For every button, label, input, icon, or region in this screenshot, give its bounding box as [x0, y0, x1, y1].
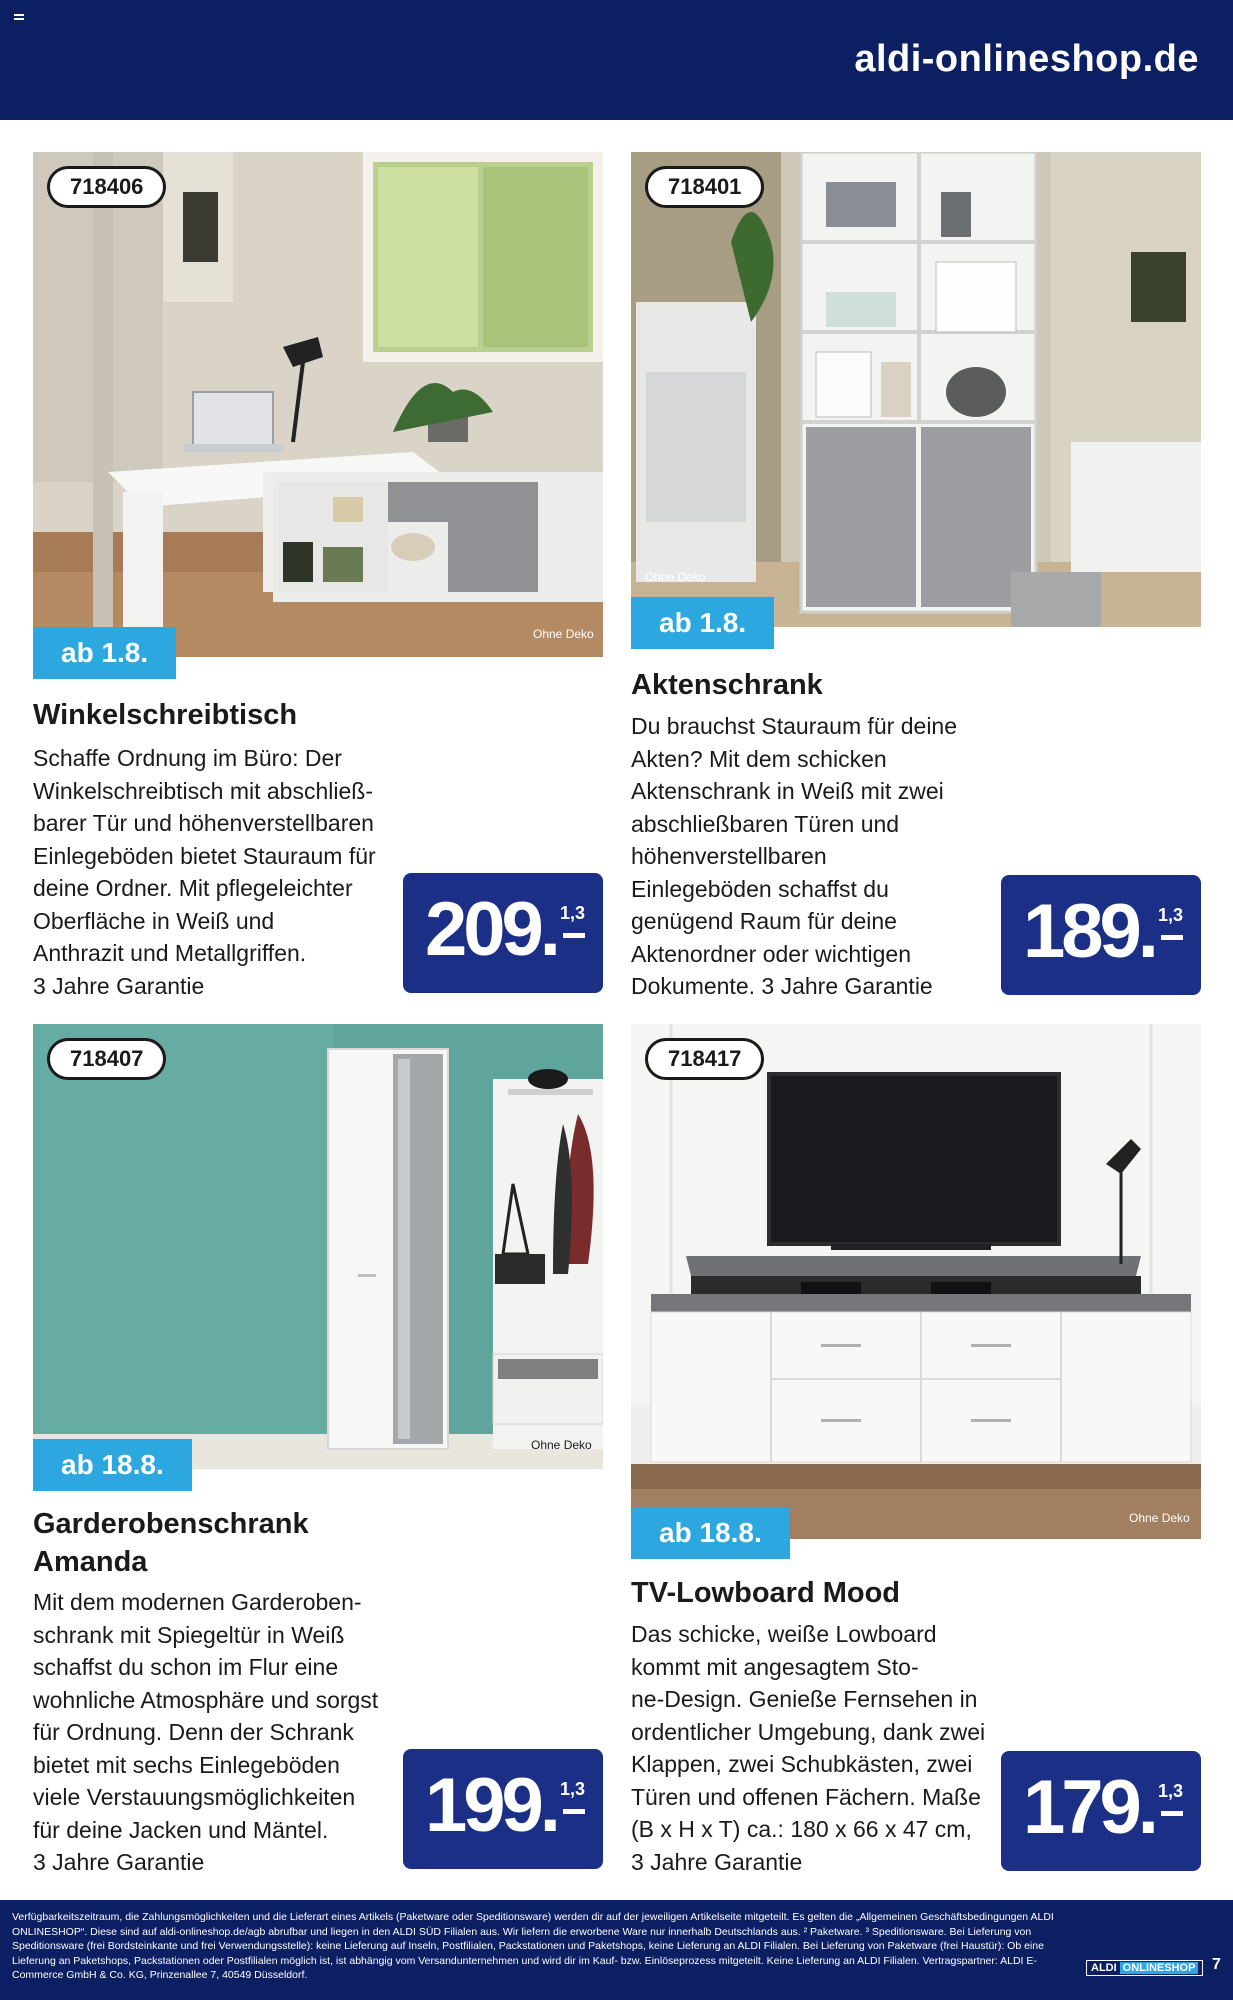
price-tag [403, 1749, 603, 1869]
availability-date: ab 18.8. [631, 1507, 790, 1559]
price-value: 199. [425, 1763, 557, 1848]
price-footnote: 1,3 [559, 1779, 585, 1799]
footer-bar [0, 1900, 1233, 2000]
product-description: Das schicke, weiße Lowboard kommt mit angesagtem Sto- ne-Design. Genieße Fernsehen in ordentlicher Umgebung, dank zwei Klappen, zwei Schubkästen, zwei Türen und offenen Fächern. Maße (B x H x T) ca.: 180 x 66 x 47 cm, 3 Jahre Garantie [631, 1621, 986, 1875]
header-bar [0, 0, 1233, 120]
price-footnote: 1,3 [559, 903, 585, 923]
product-description: Du brauchst Stauraum für deine Akten? Mit dem schicken Aktenschrank in Weiß mit zwei abschließbaren Türen und höhenverstellbaren Einlegeböden schaffst du genügend Raum für deine Aktenordner oder wichtigen Dokumente. 3 Jahre Garantie [631, 713, 958, 999]
legal-text: Verfügbarkeitszeitraum, die Zahlungsmöglichkeiten und die Lieferart eines Artikels (Paketware oder Speditionsware) werden dir auf der jeweiligen Artikelseite mitgeteilt. Es gelten die „Allgemeinen Geschäftsbedingungen ALDI ONLINESHOP“. Diese sind auf aldi-onlineshop.de/agb abrufbar und liegen in den ALDI SÜD Filialen aus. Wir liefern die erworbene Ware nur innerhalb Deutschlands aus. ² Paketware. ³ Speditionsware. Bei Lieferung von Speditionsware (frei Bordsteinkante und frei Verwendungsstelle): keine Lieferung auf Inseln, Postfilialen, Packstationen und Paketshops, keine Lieferung an ALDI Filialen. Bei Lieferung von Paketware (frei Haustür): Ob eine Lieferung an Paketshops, Packstationen oder Postfilialen möglich ist, ist abhängig vom Versandunternehmen und wird dir im Kauf- bzw. Einlöseprozess mitgeteilt. Keine Lieferung an ALDI Filialen. Vertragspartner: ALDI E-Commerce GmbH & Co. KG, Prinzenallee 7, 40549 Düsseldorf. [12, 1911, 1054, 1981]
price-tag [403, 873, 603, 993]
product-image [33, 152, 603, 657]
product-image [631, 152, 1201, 627]
ohne-deko-note: Ohne Deko [1129, 1511, 1190, 1525]
price-tag [1001, 875, 1201, 995]
ohne-deko-note: Ohne Deko [533, 627, 594, 641]
availability-date: ab 1.8. [33, 627, 176, 679]
product-title: TV-Lowboard Mood [631, 1577, 901, 1609]
aldi-onlineshop-logo: ALDI ONLINESHOP [1086, 1960, 1203, 1976]
product-title: Aktenschrank [631, 669, 823, 701]
price-value: 179. [1023, 1765, 1155, 1850]
page-number: 7 [1212, 1956, 1221, 1973]
product-description: Mit dem modernen Garderoben- schrank mit Spiegeltür in Weiß schaffst du schon im Flur eine wohnliche Atmosphäre und sorgst für Ordnung. Denn der Schrank bietet mit sechs Einlegeböden viele Verstauungsmöglichkeiten für deine Jacken und Mäntel. 3 Jahre Garantie [33, 1589, 379, 1875]
price-value: 189. [1023, 889, 1155, 974]
article-number: 718401 [645, 166, 764, 208]
product-title: Garderobenschrank Amanda [33, 1508, 309, 1578]
price-value: 209. [425, 887, 557, 972]
price-dash [563, 1809, 585, 1814]
wardrobe-photo [33, 1024, 603, 1469]
availability-date: ab 18.8. [33, 1439, 192, 1491]
article-number: 718417 [645, 1038, 764, 1080]
product-card-tv-lowboard [631, 1024, 1201, 1884]
price-dash [1161, 935, 1183, 940]
article-number: 718407 [47, 1038, 166, 1080]
product-description: Schaffe Ordnung im Büro: Der Winkelschreibtisch mit abschließ- barer Tür und höhenverstellbaren Einlegeböden bietet Stauraum für deine Ordner. Mit pflegeleichter Oberfläche in Weiß und Anthrazit und Metallgriffen. 3 Jahre Garantie [33, 745, 376, 999]
price-dash [1161, 1811, 1183, 1816]
menu-icon[interactable] [14, 14, 24, 22]
product-image [33, 1024, 603, 1469]
product-card-aktenschrank [631, 152, 1201, 1002]
ohne-deko-note: Ohne Deko [645, 570, 706, 584]
product-title: Winkelschreibtisch [33, 699, 298, 731]
ohne-deko-note: Ohne Deko [531, 1438, 592, 1452]
desk-photo [33, 152, 603, 657]
product-card-winkelschreibtisch [33, 152, 603, 1002]
cabinet-photo [631, 152, 1201, 627]
price-footnote: 1,3 [1157, 905, 1183, 925]
price-dash [563, 933, 585, 938]
availability-date: ab 1.8. [631, 597, 774, 649]
product-card-garderobenschrank [33, 1024, 603, 1884]
price-tag [1001, 1751, 1201, 1871]
site-name: aldi-onlineshop.de [854, 38, 1199, 80]
price-footnote: 1,3 [1157, 1781, 1183, 1801]
article-number: 718406 [47, 166, 166, 208]
lowboard-photo [631, 1024, 1201, 1539]
product-image [631, 1024, 1201, 1539]
